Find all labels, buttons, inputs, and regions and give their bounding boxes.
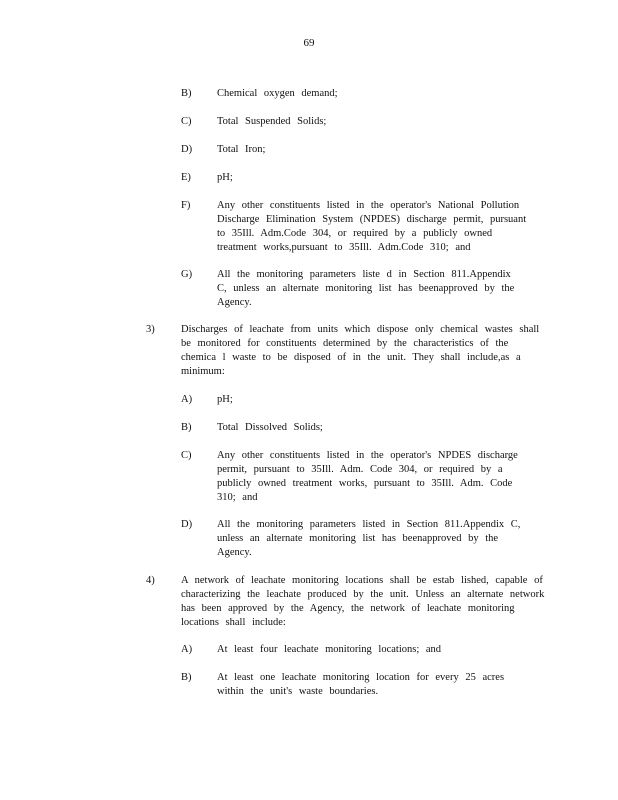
section-text: Discharges of leachate from units which dispose only chemical wastes shall be monitored for constituents determined by the characteristics of the chemica l waste to be disposed of in the unit. They shall include,as a minimum: <box>181 324 540 377</box>
item-text: Total Suspended Solids; <box>217 116 327 127</box>
item-marker: C) <box>181 116 192 127</box>
item-text: At least one leachate monitoring location for every 25 acres within the unit's waste boundaries. <box>217 672 505 697</box>
item-text: All the monitoring parameters listed in Section 811.Appendix C, unless an alternate monitoring list has beenapproved by the Agency. <box>217 519 521 558</box>
item-text: Total Iron; <box>217 144 266 155</box>
item-text: At least four leachate monitoring locations; and <box>217 644 442 655</box>
section-marker: 4) <box>146 575 155 586</box>
item-marker: A) <box>181 644 193 655</box>
item-marker: D) <box>181 144 193 155</box>
page-number: 69 <box>303 37 315 49</box>
item-text: All the monitoring parameters liste d in Section 811.Appendix C, unless an alternate monitoring list has beenapproved by the Agency. <box>217 269 515 308</box>
item-text: pH; <box>217 172 233 183</box>
item-marker: B) <box>181 672 192 683</box>
item-marker: C) <box>181 450 192 461</box>
item-text: pH; <box>217 394 233 405</box>
item-marker: B) <box>181 422 192 433</box>
section-text: A network of leachate monitoring locations shall be estab lished, capable of characterizing the leachate produced by the unit. Unless an alternate network has been approved by the Agency, the network of leachate monitoring locations shall include: <box>181 575 545 628</box>
item-marker: D) <box>181 519 193 530</box>
item-text: Any other constituents listed in the operator's National Pollution Discharge Elimination System (NPDES) discharge permit, pursuant to 35Ill. Adm.Code 304, or required by a publicly owned treatment works,pursuant to 35Ill. Adm.Code 310; and <box>217 200 527 253</box>
item-marker: F) <box>181 200 191 211</box>
item-marker: G) <box>181 269 193 280</box>
item-marker: E) <box>181 172 191 183</box>
item-text: Total Dissolved Solids; <box>217 422 323 433</box>
item-text: Chemical oxygen demand; <box>217 88 338 99</box>
item-marker: A) <box>181 394 193 405</box>
item-text: Any other constituents listed in the operator's NPDES discharge permit, pursuant to 35Ill. Adm. Code 304, or required by a publicly owned treatment works, pursuant to 35Ill. Adm. Code 310; and <box>217 450 518 503</box>
item-marker: B) <box>181 88 192 99</box>
section-marker: 3) <box>146 324 155 335</box>
